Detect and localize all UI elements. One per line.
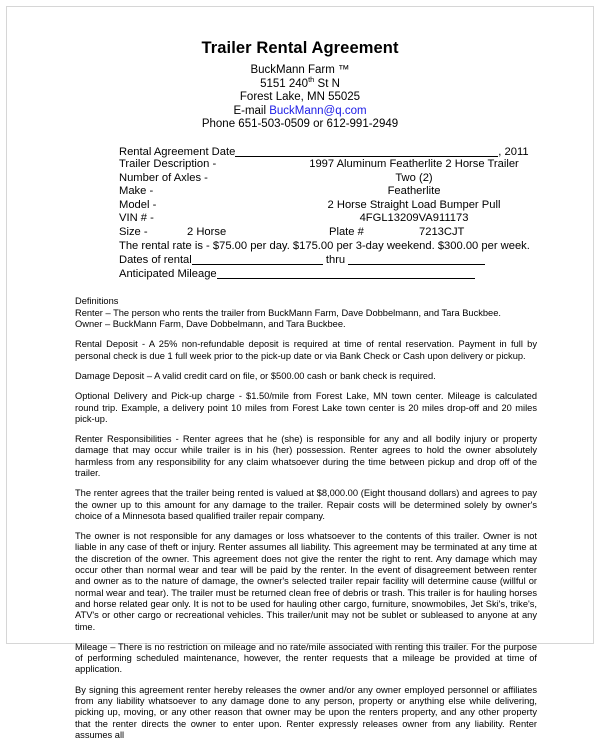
size-value: 2 Horse [187, 226, 227, 239]
definitions-heading: Definitions [75, 296, 119, 307]
form-row-model [119, 199, 593, 213]
street-address-ordinal: th [308, 74, 315, 84]
section-rental-deposit: Rental Deposit - A 25% non-refundable deposit is required at time of rental reservation. Payment in full by personal check is due 1 full week prior to the pick-up date or via Bank Check or Cash upon delivery or pickup. [75, 339, 537, 361]
street-address-suffix: St N [314, 77, 340, 90]
rental-rate-line: The rental rate is - $75.00 per day. $175.00 per 3-day weekend. $300.00 per week. [119, 239, 530, 252]
number-of-axles-label: Number of Axles - [119, 171, 208, 184]
make-value: Featherlite [387, 185, 441, 198]
section-renter-responsibilities: Renter Responsibilities - Renter agrees that he (she) is responsible for any and all bodily injury or property damage that may occur while trailer is in his (her) possession. Renter agrees to hold the owner absolutely harmless from any responsibility for any claim whatsoever during the time between pickup and drop off of the trailer. [75, 434, 537, 478]
plate-label: Plate # [329, 226, 364, 239]
rental-agreement-year: , 2011 [498, 145, 529, 158]
form-row-rental-date [119, 145, 593, 159]
model-value: 2 Horse Straight Load Bumper Pull [327, 198, 501, 211]
dates-of-rental-label: Dates of rental [119, 254, 192, 267]
agreement-form-fields [7, 145, 593, 281]
form-row-dates-of-rental [119, 253, 593, 267]
phone-line: Phone 651-503-0509 or 612-991-2949 [201, 118, 399, 130]
rental-agreement-date-label: Rental Agreement Date [119, 145, 236, 158]
size-label: Size - [119, 226, 148, 239]
page-title: Trailer Rental Agreement [201, 39, 399, 57]
rental-agreement-date-input[interactable] [235, 145, 498, 157]
form-row-rental-rate [119, 240, 593, 254]
section-release: By signing this agreement renter hereby releases the owner and/or any owner employed personnel or affiliates from any liability whatsoever to any damage done to any person, property or anything else while delivering, picking up, moving, or any other reason that owner may be upon the renters property, and any other property that the renter directs the owner to enter upon. Renter expressly releases owner from any liability. Renter assumes all [75, 684, 537, 740]
street-address [7, 74, 593, 92]
dates-thru-label: thru [325, 254, 346, 267]
anticipated-mileage-input[interactable] [217, 267, 475, 279]
definition-renter: Renter – The person who rents the trailer from BuckMann Farm, Dave Dobbelmann, and Tara Buckbee. [75, 307, 501, 318]
plate-value: 7213CJT [419, 226, 465, 239]
form-row-make [119, 185, 593, 199]
dates-of-rental-to-input[interactable] [348, 253, 485, 265]
form-row-size-plate [119, 226, 593, 240]
street-address-number: 5151 240 [260, 77, 309, 90]
make-label: Make - [119, 185, 154, 198]
section-damage-deposit: Damage Deposit – A valid credit card on file, or $500.00 cash or bank check is required. [75, 370, 436, 381]
section-delivery-charge: Optional Delivery and Pick-up charge - $1.50/mile from Forest Lake, MN town center. Mileage is calculated round trip. Example, a delivery point 10 miles from Forest Lake town center is 20 miles drop-off and 20 miles pick-up. [75, 391, 537, 424]
company-name: BuckMann Farm ™ [250, 64, 350, 76]
dates-of-rental-from-input[interactable] [192, 253, 323, 265]
anticipated-mileage-label: Anticipated Mileage [119, 267, 217, 280]
model-label: Model - [119, 198, 157, 211]
section-liability: The owner is not responsible for any damages or loss whatsoever to the contents of this trailer. Owner is not liable in any case of theft or injury. Renter assumes all liability. This agreement may be terminated at any time at the discretion of the owner. This agreement does not give the renter the right to rent. Any damage which may occur other than normal wear and tear will be paid by the renter. In the event of disagreement between renter and owner as to the nature of damage, the owner's selected trailer repair facility will determine cause (willful or normal wear and tear). The trailer must be returned clean free of debris or trash. This trailer is for hauling horses and horse related gear only. It is not to be used for hauling other cargo, furniture, snowmobiles, Jet Ski's, trike's, ATV's or other cargo or recreational vehicles. This trailer/unit may not be sublet or subleased to anyone at any time. [75, 531, 537, 632]
trailer-description-label: Trailer Description - [119, 158, 217, 171]
email-label: E-mail [233, 104, 270, 117]
trailer-description-value: 1997 Aluminum Featherlite 2 Horse Trailer [309, 158, 519, 171]
section-valuation: The renter agrees that the trailer being rented is valued at $8,000.00 (Eight thousand dollars) and agrees to pay the owner up to this amount for any damage to the trailer. Repair costs will be determined solely by owner's choice of a Minnesota based qualified trailer repair company. [75, 488, 537, 521]
city-state-zip: Forest Lake, MN 55025 [239, 91, 361, 103]
form-row-vin [119, 212, 593, 226]
number-of-axles-value: Two (2) [395, 171, 433, 184]
form-row-anticipated-mileage [119, 267, 593, 281]
agreement-body [7, 296, 593, 741]
email-link[interactable]: BuckMann@q.com [269, 104, 367, 117]
document-page [6, 6, 594, 740]
section-mileage: Mileage – There is no restriction on mileage and no rate/mile associated with renting this trailer. For the purpose of performing scheduled maintenance, however, the renter requests that a mileage be provided at time of application. [75, 641, 537, 675]
email-line [7, 105, 593, 119]
form-row-number-of-axles [119, 172, 593, 186]
vin-label: VIN # - [119, 212, 154, 225]
vin-value: 4FGL13209VA911173 [359, 212, 469, 225]
definition-owner: Owner – BuckMann Farm, Dave Dobbelmann, and Tara Buckbee. [75, 319, 346, 330]
form-row-trailer-description [119, 158, 593, 172]
